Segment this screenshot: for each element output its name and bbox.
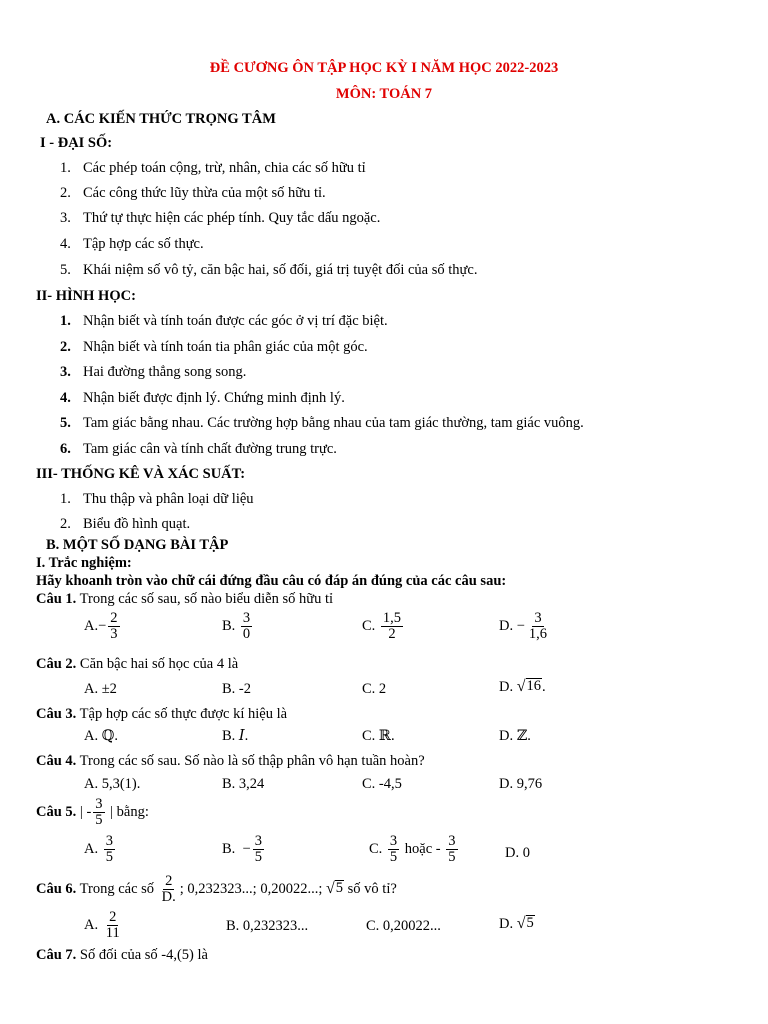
list-item: 2. [60, 185, 71, 201]
question-label: Câu 5. [36, 804, 77, 821]
option-c: C. 2 [362, 681, 387, 697]
fraction: $\frac{2}{11}$ [105, 909, 120, 942]
option-c: C. $\frac{1,5}{2}$ [362, 610, 402, 643]
option-a: A. ℚ. [84, 728, 118, 744]
question-label: Câu 2. [36, 656, 77, 672]
part-b-heading: B. MỘT SỐ DẠNG BÀI TẬP [46, 537, 229, 553]
list-item-text: Biểu đồ hình quạt. [83, 516, 191, 532]
list-item-text: Hai đường thẳng song song. [83, 364, 247, 380]
document-subject: MÔN: TOÁN 7 [335, 86, 433, 102]
list-item-text: Tam giác bằng nhau. Các trường hợp bằng nhau của tam giác thường, tam giác vuông. [83, 415, 584, 431]
list-item: 3. [60, 364, 71, 380]
question-label: Câu 3. [36, 706, 77, 722]
question-text: Trong các số sau. Số nào là số thập phân vô hạn tuần hoàn? [76, 753, 425, 769]
document-title: ĐỀ CƯƠNG ÔN TẬP HỌC KỲ I NĂM HỌC 2022-2023 [209, 60, 559, 76]
list-item: 1. [60, 491, 71, 507]
option-b: B. 0,232323... [226, 918, 309, 934]
multiple-choice-heading: I. Trắc nghiệm: [36, 555, 132, 571]
list-item-text: Nhận biết và tính toán được các góc ở vị trí đặc biệt. [83, 313, 388, 329]
list-item: 1. [60, 160, 71, 176]
list-item: 4. [60, 390, 71, 406]
fraction: $\frac{3}{1,6}$ [528, 610, 548, 643]
list-item-text: Thu thập và phân loại dữ liệu [83, 491, 254, 507]
option-d: D. √ 5 [499, 914, 534, 932]
list-item-text: Tam giác cân và tính chất đường trung trực. [83, 441, 337, 457]
square-root: √ 5 [516, 914, 534, 932]
question-label: Câu 1. [36, 591, 77, 607]
question-text: Tập hợp các số thực được kí hiệu là [76, 706, 288, 722]
list-item-text: Nhận biết được định lý. Chứng minh định lý. [83, 390, 345, 406]
square-root: √ 5 [326, 880, 344, 898]
list-item: 4. [60, 236, 71, 252]
option-a: A.− $\frac{2}{3}$ [84, 610, 118, 643]
fraction: $\frac{3}{5}$ [389, 833, 398, 866]
algebra-heading: I - ĐẠI SỐ: [40, 135, 113, 151]
instruction-text: Hãy khoanh tròn vào chữ cái đứng đầu câu có đáp án đúng của các câu sau: [36, 573, 507, 589]
question-4 [36, 753, 425, 770]
option-b: B. -2 [222, 681, 251, 697]
list-item-text: Các phép toán cộng, trừ, nhân, chia các số hữu tỉ [83, 160, 366, 176]
fraction: $\frac{1,5}{2}$ [382, 610, 402, 643]
list-item-text: Thứ tự thực hiện các phép tính. Quy tắc dấu ngoặc. [83, 210, 381, 226]
question-2 [36, 656, 238, 673]
question-3 [36, 706, 287, 723]
question-text: Số đối của số -4,(5) là [76, 947, 208, 963]
question-7 [36, 947, 208, 964]
question-5: Câu 5. | - $\frac{3}{5}$ | bằng: [36, 796, 149, 829]
question-label: Câu 6. [36, 881, 77, 898]
option-a: A. 5,3(1). [84, 776, 141, 792]
fraction: $\frac{3}{5}$ [95, 796, 103, 829]
list-item: 2. [60, 516, 71, 532]
fraction: $\frac{3}{5}$ [448, 833, 456, 866]
option-b: B. 3,24 [222, 776, 265, 792]
question-text: Trong các số sau, số nào biểu diễn số hữu tỉ [76, 591, 334, 607]
geometry-heading: II- HÌNH HỌC: [36, 288, 136, 304]
fraction: $\frac{3}{0}$ [242, 610, 251, 643]
option-d: D. ℤ. [499, 728, 531, 744]
question-label: Câu 4. [36, 753, 77, 769]
option-a: A. $\frac{3}{5}$ [84, 833, 113, 866]
stats-heading: III- THỐNG KÊ VÀ XÁC SUẤT: [36, 466, 246, 482]
fraction: $\frac{2}{3}$ [110, 610, 118, 643]
option-c: C. ℝ. [362, 728, 395, 744]
list-item: 5. [60, 262, 71, 278]
option-b: B. $\frac{3}{0}$ [222, 610, 251, 643]
list-item: 2. [60, 339, 71, 355]
option-d: D. − $\frac{3}{1,6}$ [499, 610, 548, 643]
option-d: D. 9,76 [499, 776, 543, 792]
question-6: Câu 6. Trong các số $\frac{2}{D.}$ ; 0,232323...; 0,20022...; √ 5 số vô tỉ? [36, 873, 397, 906]
option-b: B. 𝐼. [222, 728, 249, 744]
fraction: $\frac{3}{5}$ [254, 833, 262, 866]
question-label: Câu 7. [36, 947, 77, 963]
option-c: C. -4,5 [362, 776, 402, 792]
list-item-text: Nhận biết và tính toán tia phân giác của một góc. [83, 339, 368, 355]
option-a: A. ±2 [84, 681, 117, 697]
option-c: C. 0,20022... [366, 918, 441, 934]
option-d: D. √ 16 . [499, 677, 546, 695]
option-d: D. 0 [505, 845, 530, 861]
list-item: 3. [60, 210, 71, 226]
option-c: C. $\frac{3}{5}$ hoặc - $\frac{3}{5}$ [369, 833, 456, 866]
option-a: A. $\frac{2}{11}$ [84, 909, 120, 942]
fraction: $\frac{3}{5}$ [105, 833, 113, 866]
question-1 [36, 591, 333, 608]
part-a-heading: A. CÁC KIẾN THỨC TRỌNG TÂM [46, 111, 276, 127]
list-item-text: Các công thức lũy thừa của một số hữu tỉ. [83, 185, 326, 201]
list-item: 1. [60, 313, 71, 329]
question-text: Căn bậc hai số học của 4 là [76, 656, 239, 672]
list-item-text: Tập hợp các số thực. [83, 236, 204, 252]
list-item: 5. [60, 415, 71, 431]
list-item: 6. [60, 441, 71, 457]
fraction: $\frac{2}{D.}$ [161, 873, 176, 906]
square-root: √ 16 [516, 677, 542, 695]
list-item-text: Khái niệm số vô tỷ, căn bậc hai, số đối, giá trị tuyệt đối của số thực. [83, 262, 478, 278]
option-b: B. − $\frac{3}{5}$ [222, 833, 262, 866]
